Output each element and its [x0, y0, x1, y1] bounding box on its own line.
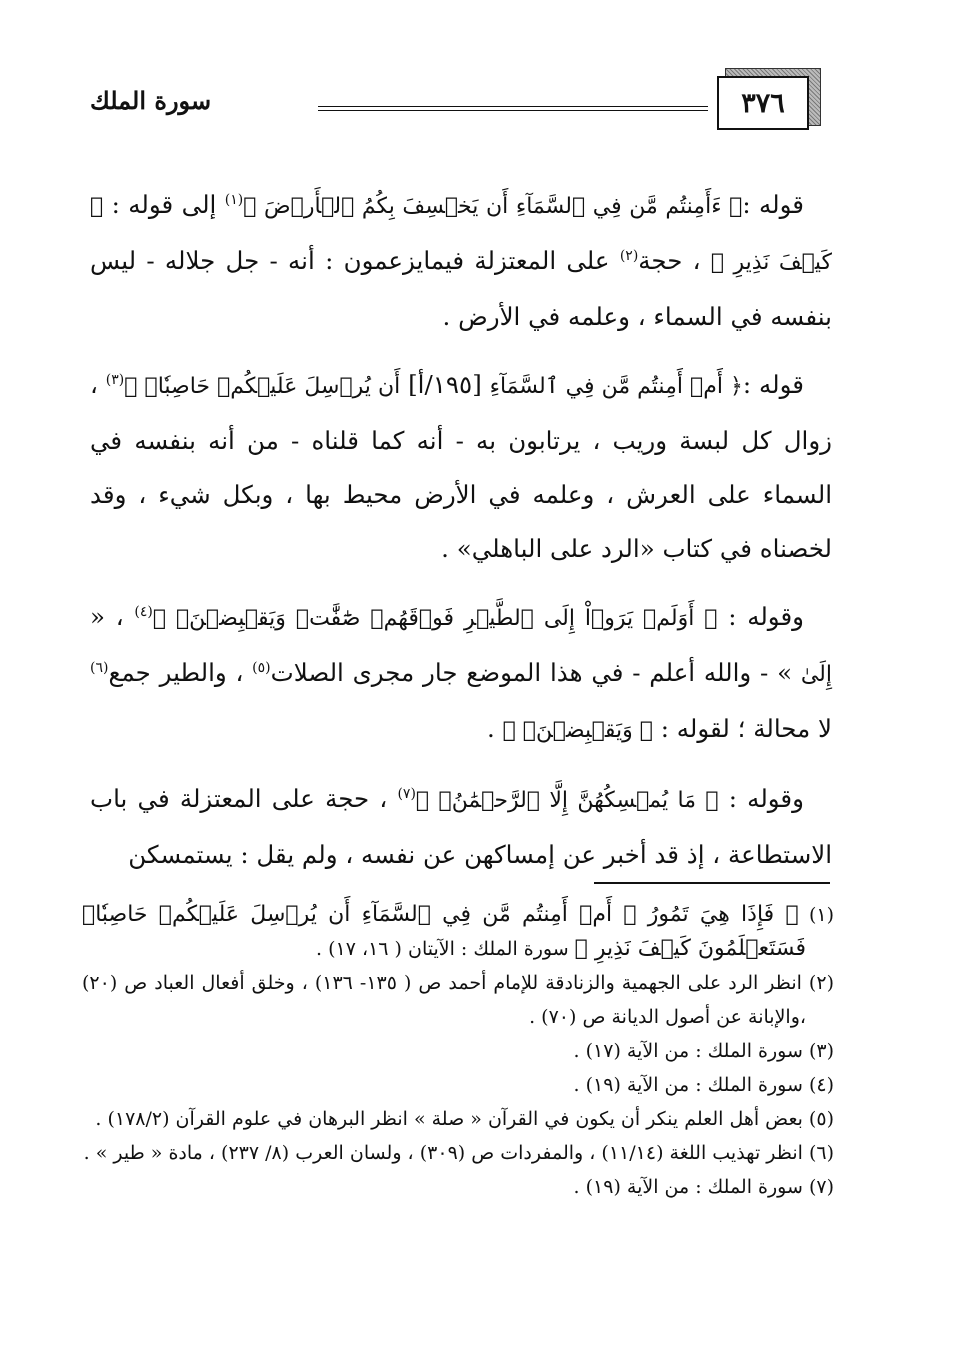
text-run: وقوله :: [717, 602, 804, 631]
quran-verse: ﴿ أَوَلَمۡ يَرَوۡاْ إِلَى ٱلطَّيۡرِ فَوۡقَهُمۡ صَٰٓفَّٰتٖ وَيَقۡبِضۡنَۚ ﴾: [152, 606, 718, 631]
footnote: [82, 1136, 834, 1170]
footnote-separator: [594, 882, 830, 884]
footnote: [82, 1034, 834, 1068]
quran-verse: أَن يُرۡسِلَ عَلَيۡكُمۡ حَاصِبٗاۖ ﴾: [124, 374, 401, 399]
text-run: وقوله :: [718, 784, 804, 813]
text-run: قوله :: [742, 370, 804, 399]
page-number: ٣٧٦: [717, 76, 809, 130]
text-run: (٦) انظر تهذيب اللغة (١١/١٤) ، والمفردات ص (٣٠٩) ، ولسان العرب (٨/ ٢٣٧) ، مادة « طير » .: [83, 1142, 834, 1164]
text-run: .: [487, 714, 503, 743]
paragraph: [90, 590, 832, 758]
quran-verse: ﴿ فَإِذَا هِيَ تَمُورُ ۞ أَمۡ أَمِنتُم مَّن فِي ٱلسَّمَآءِ أَن يُرۡسِلَ عَلَيۡكُمۡ حَاصِبٗاۖ فَسَتَعۡلَمُونَ كَيۡفَ نَذِيرِ ﴾: [82, 902, 806, 961]
quran-verse: إِلَىٰ: [800, 662, 832, 687]
text-run: سورة الملك : الآيتان ( ١٦، ١٧) .: [316, 938, 575, 960]
footnote: [82, 966, 834, 1034]
header-rule: [318, 106, 708, 111]
text-run: (٢) انظر الرد على الجهمية والزنادقة للإمام أحمد ص ( ١٣٥- ١٣٦) ، وخلق أفعال العباد ص (٢٠) ،والإبانة عن أصول الديانة ص (٧٠) .: [82, 972, 834, 1028]
text-run: » - والله أعلم - في هذا الموضع جار مجرى الصلات: [270, 658, 801, 687]
text-run: لا محالة ؛ لقوله :: [652, 714, 832, 743]
quran-verse: ﴿ مَا يُمۡسِكُهُنَّ إِلَّا ٱلرَّحۡمَٰنُۚ ﴾: [415, 788, 719, 813]
footnote-ref: (٧): [397, 785, 416, 802]
page-header: [90, 58, 830, 138]
text-run: ، والطير جمع: [108, 658, 253, 687]
footnote: [82, 1068, 834, 1102]
footnote-ref: (٣): [105, 371, 125, 388]
paragraph: [90, 772, 832, 882]
footnote: [82, 1102, 834, 1136]
footnote-ref: (١): [224, 191, 244, 208]
text-run: (١): [798, 904, 835, 926]
text-run: ، «: [90, 602, 135, 631]
paragraph: [90, 358, 832, 576]
surah-title: سورة الملك: [90, 86, 212, 115]
quran-verse: ﴿ كَيۡفَ نَذِيرِ ﴾: [90, 194, 832, 275]
quran-verse: ﴿ أَمۡ أَمِنتُم مَّن فِي ٱلسَّمَآءِ: [489, 374, 743, 399]
text-run: ، زوال كل لبسة وريب ، يرتابون به - أنه كما قلناه - من أنه بنفسه في السماء على العرش ، وعلمه في الأرض محيط بها ، وبكل شيء ، وقد لخصناه في كتاب «الرد على الباهلي» .: [90, 370, 832, 563]
main-text: [90, 178, 832, 896]
text-run: ، حجة على المعتزلة في باب الاستطاعة ، إذ قد أخبر عن إمساكهن عن نفسه ، ولم يقل : يستمسكن: [90, 784, 832, 869]
text-run: إلى قوله :: [103, 190, 225, 219]
footnotes: [82, 898, 834, 1204]
text-run: [١٩٥/أ]: [400, 370, 490, 399]
text-run: (٥) بعض أهل العلم ينكر أن يكون في القرآن « صلة » انظر البرهان في علوم القرآن (١٧٨/٢) .: [95, 1108, 834, 1130]
text-run: ، حجة: [638, 246, 711, 275]
quran-verse: ﴿ وَيَقۡبِضۡنَۚ ﴾: [502, 718, 653, 743]
footnote: [82, 898, 834, 966]
quran-verse: ﴿ ءَأَمِنتُم مَّن فِي ٱلسَّمَآءِ أَن يَخۡسِفَ بِكُمُ ٱلۡأَرۡضَ ﴾: [243, 194, 743, 219]
footnote-ref: (٥): [252, 659, 271, 676]
text-run: (٤) سورة الملك : من الآية (١٩) .: [573, 1074, 834, 1096]
text-run: على المعتزلة فيمايزعمون : أنه - جل جلاله - ليس بنفسه في السماء ، وعلمه في الأرض .: [90, 246, 832, 331]
footnote: [82, 1170, 834, 1204]
page-number-box: [717, 68, 813, 126]
footnote-ref: (٢): [619, 247, 639, 264]
text-run: (٣) سورة الملك : من الآية (١٧) .: [573, 1040, 834, 1062]
footnote-ref: (٤): [134, 603, 153, 620]
text-run: قوله :: [742, 190, 804, 219]
text-run: (٧) سورة الملك : من الآية (١٩) .: [573, 1176, 834, 1198]
footnote-ref: (٦): [90, 659, 109, 676]
paragraph: [90, 178, 832, 344]
